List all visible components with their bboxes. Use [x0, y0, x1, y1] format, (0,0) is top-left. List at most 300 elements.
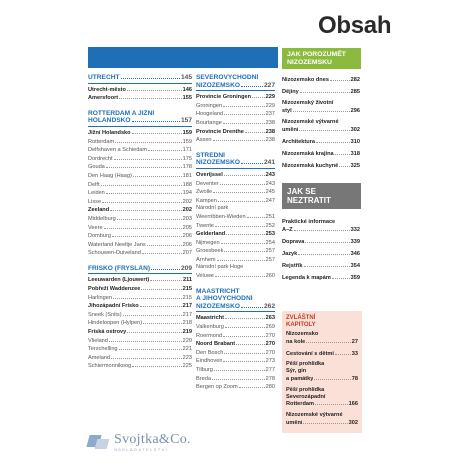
- toc-entry: [196, 128, 275, 137]
- entry-title: Roermond: [196, 332, 223, 339]
- section-heading: [196, 288, 275, 313]
- entry-title-line: Severozápadní: [286, 393, 326, 400]
- leader-dots: [218, 197, 265, 202]
- page-number: 359: [350, 275, 360, 281]
- leader-dots: [226, 230, 264, 235]
- page-number: 209: [180, 264, 192, 272]
- toc-entry: [196, 239, 275, 248]
- toc-section: [196, 288, 275, 392]
- leader-dots: [213, 136, 265, 141]
- leader-dots: [104, 224, 182, 229]
- page-number: 215: [182, 286, 192, 293]
- toc-list-understand: [282, 76, 360, 174]
- toc-entry-line: [286, 375, 358, 383]
- toc-entry: [286, 350, 358, 358]
- page-number: 243: [265, 180, 275, 187]
- leader-dots: [212, 375, 265, 380]
- section-header-line: NIZOZEMSKU: [287, 59, 332, 66]
- entry-title: Nizozemsko dnes: [282, 77, 329, 83]
- page-number: 194: [182, 190, 192, 197]
- entry-title: umění: [282, 127, 299, 133]
- toc-entry-line: [282, 138, 360, 146]
- publisher-logo: [88, 430, 191, 454]
- leader-dots: [127, 86, 182, 91]
- entry-title: Gouda: [88, 164, 105, 171]
- entry-title: HOLANDSKO: [88, 117, 131, 125]
- toc-entry: [196, 110, 275, 119]
- leader-dots: [132, 117, 180, 122]
- page-number: 223: [182, 354, 192, 361]
- toc-entry: [88, 362, 192, 371]
- leader-dots: [294, 226, 350, 231]
- leader-dots: [298, 250, 349, 255]
- toc-entry: [196, 180, 275, 189]
- toc-entry: [196, 256, 275, 265]
- entry-title: Deventer: [196, 180, 219, 187]
- entry-title: Nizozemská krajina: [282, 151, 334, 157]
- toc-entry-line: [286, 400, 358, 408]
- leader-dots: [339, 162, 349, 167]
- leader-dots: [119, 94, 182, 99]
- page-number: 257: [265, 256, 275, 263]
- entry-title: STŘEDNÍ: [196, 151, 225, 159]
- entry-title: Dějiny: [282, 89, 299, 95]
- page-number: 237: [265, 111, 275, 118]
- toc-entry-line: [282, 274, 360, 282]
- toc-entry: [196, 272, 275, 281]
- entry-title: Gelderland: [196, 231, 226, 238]
- entry-title: Lisse: [88, 198, 102, 205]
- page-number: 270: [265, 332, 275, 339]
- special-chapters-list: [282, 329, 362, 427]
- toc-entry-line: [282, 126, 360, 134]
- leader-dots: [223, 332, 265, 337]
- leader-dots: [112, 232, 182, 237]
- toc-entry: [282, 88, 360, 96]
- toc-entry-line: [286, 338, 358, 346]
- entry-title: Valkenburg: [196, 324, 224, 331]
- page-number: 166: [348, 401, 358, 408]
- toc-entry: [88, 249, 192, 258]
- toc-entry: [196, 213, 275, 222]
- page-number: 277: [265, 367, 275, 373]
- entry-title-line: Nizozemsko: [286, 331, 319, 337]
- page-number: 238: [265, 128, 275, 135]
- toc-entry: [196, 375, 275, 384]
- section-heading-line: [88, 110, 192, 118]
- entry-title: Legenda k mapám: [282, 275, 331, 281]
- toc-entry: [282, 238, 360, 246]
- toc-entry: [88, 138, 192, 147]
- entry-title: Leiden: [88, 190, 105, 197]
- page-number: 282: [350, 77, 360, 83]
- entry-title: umění: [286, 419, 303, 426]
- leader-dots: [316, 138, 350, 143]
- page-title: Obsah: [318, 12, 392, 39]
- leader-dots: [335, 150, 350, 155]
- leader-dots: [332, 274, 350, 279]
- page-number: 225: [182, 363, 192, 370]
- toc-entry: [196, 332, 275, 341]
- section-heading-line: [88, 265, 192, 273]
- toc-entry: [282, 162, 360, 170]
- toc-entry: [88, 155, 192, 164]
- leader-dots: [141, 285, 181, 290]
- page-number: 203: [182, 215, 192, 222]
- page-number: 215: [182, 294, 192, 301]
- toc-entry: [88, 181, 192, 190]
- leader-dots: [143, 319, 182, 324]
- toc-list-survival: [282, 219, 360, 286]
- entry-title-line: Nizozemské výtvarné: [286, 412, 343, 419]
- entry-title: Fríská ostrovy: [88, 329, 127, 336]
- entry-title: Veluwe: [196, 273, 215, 280]
- section-heading: [196, 152, 275, 169]
- toc-entry: [88, 294, 192, 303]
- page-number: 202: [182, 198, 192, 205]
- entry-title: Leeuwarden (Ljouwert): [88, 277, 150, 284]
- leader-dots: [111, 354, 182, 359]
- toc-entry: [88, 232, 192, 241]
- page-number: 220: [182, 337, 192, 344]
- page-number: 241: [263, 159, 275, 167]
- page-number: 227: [263, 81, 275, 89]
- toc-entry: [286, 412, 358, 427]
- toc-entry: [282, 274, 360, 282]
- leader-dots: [293, 107, 350, 112]
- section-heading: [196, 74, 275, 91]
- page-number: 262: [263, 302, 275, 310]
- special-chapters-box: [282, 311, 362, 433]
- leader-dots: [109, 337, 182, 342]
- page-number: 211: [182, 277, 192, 284]
- entry-title: Maastricht: [196, 315, 224, 322]
- special-chapters-header: [282, 311, 362, 329]
- page-number: 253: [265, 231, 275, 238]
- toc-entry-line: [282, 107, 360, 115]
- entry-title: Jazyk: [282, 251, 298, 257]
- leader-dots: [106, 189, 182, 194]
- toc-entry: [88, 172, 192, 181]
- leader-dots: [241, 159, 263, 164]
- entry-title: ROTTERDAM A JIŽNÍ: [88, 109, 155, 117]
- section-header-line: KAPITOLY: [286, 322, 316, 328]
- page-number: 238: [265, 137, 275, 144]
- toc-section: [88, 265, 192, 371]
- entry-title: Utrecht-město: [88, 86, 126, 93]
- entry-title: na kole: [286, 338, 306, 345]
- page-number: 269: [265, 324, 275, 331]
- toc-entry: [196, 136, 275, 145]
- toc-entry: [196, 230, 275, 239]
- entry-title: Vlieland: [88, 337, 108, 344]
- entry-title: NIZOZEMSKO: [196, 302, 240, 310]
- leader-dots: [223, 357, 264, 362]
- page-number: 146: [182, 86, 192, 93]
- toc-entry-line: [282, 88, 360, 96]
- leader-dots: [106, 163, 182, 168]
- page-number: 302: [350, 127, 360, 133]
- leader-dots: [217, 256, 265, 261]
- entry-title: Jižní Holandsko: [88, 129, 131, 136]
- toc-entry: [282, 250, 360, 258]
- page-number: 188: [182, 181, 192, 188]
- page-number: 78: [351, 375, 358, 382]
- page-number: 145: [180, 74, 192, 81]
- entry-title: Architektura: [282, 139, 315, 145]
- toc-entry: [196, 247, 275, 256]
- page-number: 243: [265, 171, 275, 178]
- entry-title: Kampen: [196, 197, 217, 204]
- leader-dots: [305, 238, 349, 243]
- toc-entry: [282, 76, 360, 84]
- toc-entry-line: [282, 76, 360, 84]
- leader-dots: [142, 249, 182, 254]
- leader-dots: [121, 74, 180, 79]
- toc-entry: [88, 302, 192, 311]
- page-number: 270: [265, 349, 275, 356]
- leader-dots: [252, 93, 265, 98]
- page-number: 325: [350, 163, 360, 169]
- page-number: 302: [348, 419, 358, 426]
- toc-column-left: [88, 74, 192, 378]
- page-number: 263: [265, 315, 275, 322]
- toc-entry: [88, 86, 192, 95]
- toc-entry: [88, 319, 192, 328]
- leader-dots: [148, 146, 182, 151]
- toc-entry: [196, 171, 275, 180]
- entry-title: Nizozemská kuchyně: [282, 163, 339, 169]
- toc-entry: [286, 361, 358, 382]
- toc-entry-line: [286, 350, 358, 358]
- entry-title: Národní park: [196, 205, 229, 212]
- entry-title: Zeeland: [88, 207, 110, 214]
- blue-header-bar: [88, 47, 278, 68]
- entry-title: SEVEROVÝCHODNÍ: [196, 74, 259, 81]
- toc-entry: [196, 264, 275, 272]
- toc-entry: [88, 163, 192, 172]
- page-number: 245: [265, 189, 275, 196]
- page-number: 207: [182, 250, 192, 257]
- entry-title: Ameland: [88, 354, 111, 361]
- toc-entry: [88, 94, 192, 103]
- entry-title: Domburg: [88, 233, 112, 240]
- leader-dots: [147, 241, 182, 246]
- toc-entry: [196, 93, 275, 102]
- toc-entry: [88, 311, 192, 320]
- leader-dots: [224, 110, 265, 115]
- logo-mark-icon: [88, 433, 110, 451]
- entry-title: a památky: [286, 375, 314, 382]
- entry-title: NIZOZEMSKO: [196, 81, 240, 89]
- leader-dots: [315, 400, 348, 405]
- page-number: 159: [182, 129, 192, 136]
- toc-entry: [88, 215, 192, 224]
- page-number: 270: [265, 341, 275, 348]
- section-heading-line: [196, 303, 275, 311]
- toc-entry: [88, 337, 192, 346]
- entry-title-line: Praktické informace: [282, 219, 336, 225]
- toc-entry: [88, 354, 192, 363]
- toc-entry-line: [282, 226, 360, 234]
- section-heading-line: [88, 74, 192, 82]
- leader-dots: [247, 213, 265, 218]
- leader-dots: [223, 119, 265, 124]
- leader-dots: [224, 349, 264, 354]
- entry-title: Dordrecht: [88, 155, 113, 162]
- page-number: 155: [182, 95, 192, 102]
- page-number: 27: [351, 338, 358, 345]
- toc-entry: [196, 119, 275, 128]
- page-number: 332: [350, 227, 360, 233]
- leader-dots: [114, 155, 182, 160]
- section-heading-line: [196, 295, 275, 303]
- page-number: 318: [350, 151, 360, 157]
- leader-dots: [215, 222, 265, 227]
- entry-title: UTRECHT: [88, 74, 120, 81]
- section-heading-line: [88, 117, 192, 125]
- leader-dots: [224, 247, 264, 252]
- leader-dots: [213, 188, 264, 193]
- section-header-line: ZVLÁŠTNÍ: [286, 315, 316, 321]
- toc-entry: [282, 100, 360, 115]
- leader-dots: [225, 323, 265, 328]
- page-number: 217: [182, 303, 192, 310]
- leader-dots: [113, 294, 182, 299]
- section-header-line: NEZTRATIT: [287, 196, 331, 205]
- page-number: 217: [182, 311, 192, 318]
- entry-title: Schiermonnikoog: [88, 363, 132, 370]
- leader-dots: [127, 328, 181, 333]
- entry-title: Den Haag (Haag): [88, 172, 132, 179]
- entry-title: Bergen op Zoom: [196, 384, 238, 391]
- leader-dots: [335, 350, 351, 355]
- toc-entry: [196, 188, 275, 197]
- page-number: 229: [265, 102, 275, 109]
- toc-entry: [196, 349, 275, 358]
- entry-title: Veere: [88, 224, 103, 231]
- entry-title-line: Pěší prohlídka: [286, 386, 325, 393]
- page-number: 247: [265, 197, 275, 204]
- toc-entry: [196, 205, 275, 213]
- section-header-line: JAK SE: [287, 187, 316, 196]
- page-number: 280: [265, 384, 275, 391]
- page-number: 296: [350, 108, 360, 114]
- section-heading-line: [196, 74, 275, 82]
- leader-dots: [117, 215, 182, 220]
- entry-title: Pobřeží Waddenzee: [88, 286, 141, 293]
- toc-entry: [196, 323, 275, 332]
- section-header-understand: [282, 48, 361, 69]
- leader-dots: [225, 314, 265, 319]
- entry-title: Nijmegen: [196, 239, 220, 246]
- entry-title: Doprava: [282, 239, 305, 245]
- page-number: 206: [182, 233, 192, 240]
- entry-title: Groesbeek: [196, 248, 224, 255]
- toc-entry-line: [282, 262, 360, 270]
- toc-entry: [88, 189, 192, 198]
- leader-dots: [132, 129, 182, 134]
- toc-entry: [286, 331, 358, 346]
- toc-entry: [196, 222, 275, 231]
- entry-title: Delfshaven a Schiedam: [88, 147, 148, 154]
- toc-entry: [88, 276, 192, 285]
- page-number: 254: [265, 239, 275, 246]
- entry-title: Provincie Groningen: [196, 94, 252, 101]
- page-number: 229: [265, 94, 275, 101]
- entry-title: Terschelling: [88, 346, 118, 353]
- page-number: 238: [265, 119, 275, 126]
- toc-entry: [196, 102, 275, 111]
- leader-dots: [223, 102, 265, 107]
- leader-dots: [306, 338, 350, 343]
- section-heading-line: [196, 159, 275, 167]
- toc-entry-line: [282, 150, 360, 158]
- entry-title: Rejstřík: [282, 263, 303, 269]
- leader-dots: [239, 383, 265, 388]
- entry-title: Twente: [196, 222, 215, 229]
- leader-dots: [140, 302, 182, 307]
- leader-dots: [102, 198, 182, 203]
- leader-dots: [299, 126, 349, 131]
- leader-dots: [224, 171, 265, 176]
- toc-entry: [286, 387, 358, 408]
- leader-dots: [241, 303, 263, 308]
- entry-title: MAASTRICHT: [196, 287, 240, 295]
- toc-entry: [196, 197, 275, 206]
- toc-entry: [282, 150, 360, 158]
- entry-title: Noord Brabant: [196, 341, 236, 348]
- leader-dots: [151, 265, 180, 270]
- toc-entry: [88, 345, 192, 354]
- entry-title: Hindeloopen (Hylpen): [88, 320, 143, 327]
- toc-section: [196, 152, 275, 281]
- toc-entry: [196, 314, 275, 323]
- entry-title-line: Nizozemský životní: [282, 100, 334, 106]
- section-header-line: JAK POROZUMĚT: [287, 51, 346, 58]
- toc-section: [88, 110, 192, 258]
- toc-entry: [88, 198, 192, 207]
- entry-title: Národní park Hoge: [196, 264, 244, 271]
- page-number: 257: [265, 248, 275, 255]
- page-number: 221: [182, 346, 192, 353]
- page-number: 285: [350, 89, 360, 95]
- entry-title: Weerribben-Wieden: [196, 213, 246, 220]
- page-number: 181: [182, 172, 192, 179]
- page-number: 175: [182, 155, 192, 162]
- toc-entry-line: [282, 238, 360, 246]
- page-number: 178: [182, 164, 192, 171]
- leader-dots: [330, 76, 350, 81]
- toc-entry: [88, 328, 192, 337]
- leader-dots: [314, 375, 350, 380]
- entry-title: Cestování s dětmi: [286, 350, 334, 357]
- page-number: 354: [350, 263, 360, 269]
- leader-dots: [133, 172, 182, 177]
- entry-title: Amersfoort: [88, 95, 119, 102]
- leader-dots: [214, 366, 265, 371]
- entry-title: Jihozápadní Frísko: [88, 303, 139, 310]
- toc-entry: [196, 383, 275, 392]
- section-heading-line: [196, 288, 275, 296]
- page-number: 206: [182, 241, 192, 248]
- entry-title: FRÍSKO (FRYSLÂN): [88, 264, 151, 272]
- toc-entry: [282, 138, 360, 146]
- leader-dots: [245, 128, 265, 133]
- page-number: 202: [182, 207, 192, 214]
- page-number: 219: [182, 329, 192, 336]
- toc-entry: [282, 262, 360, 270]
